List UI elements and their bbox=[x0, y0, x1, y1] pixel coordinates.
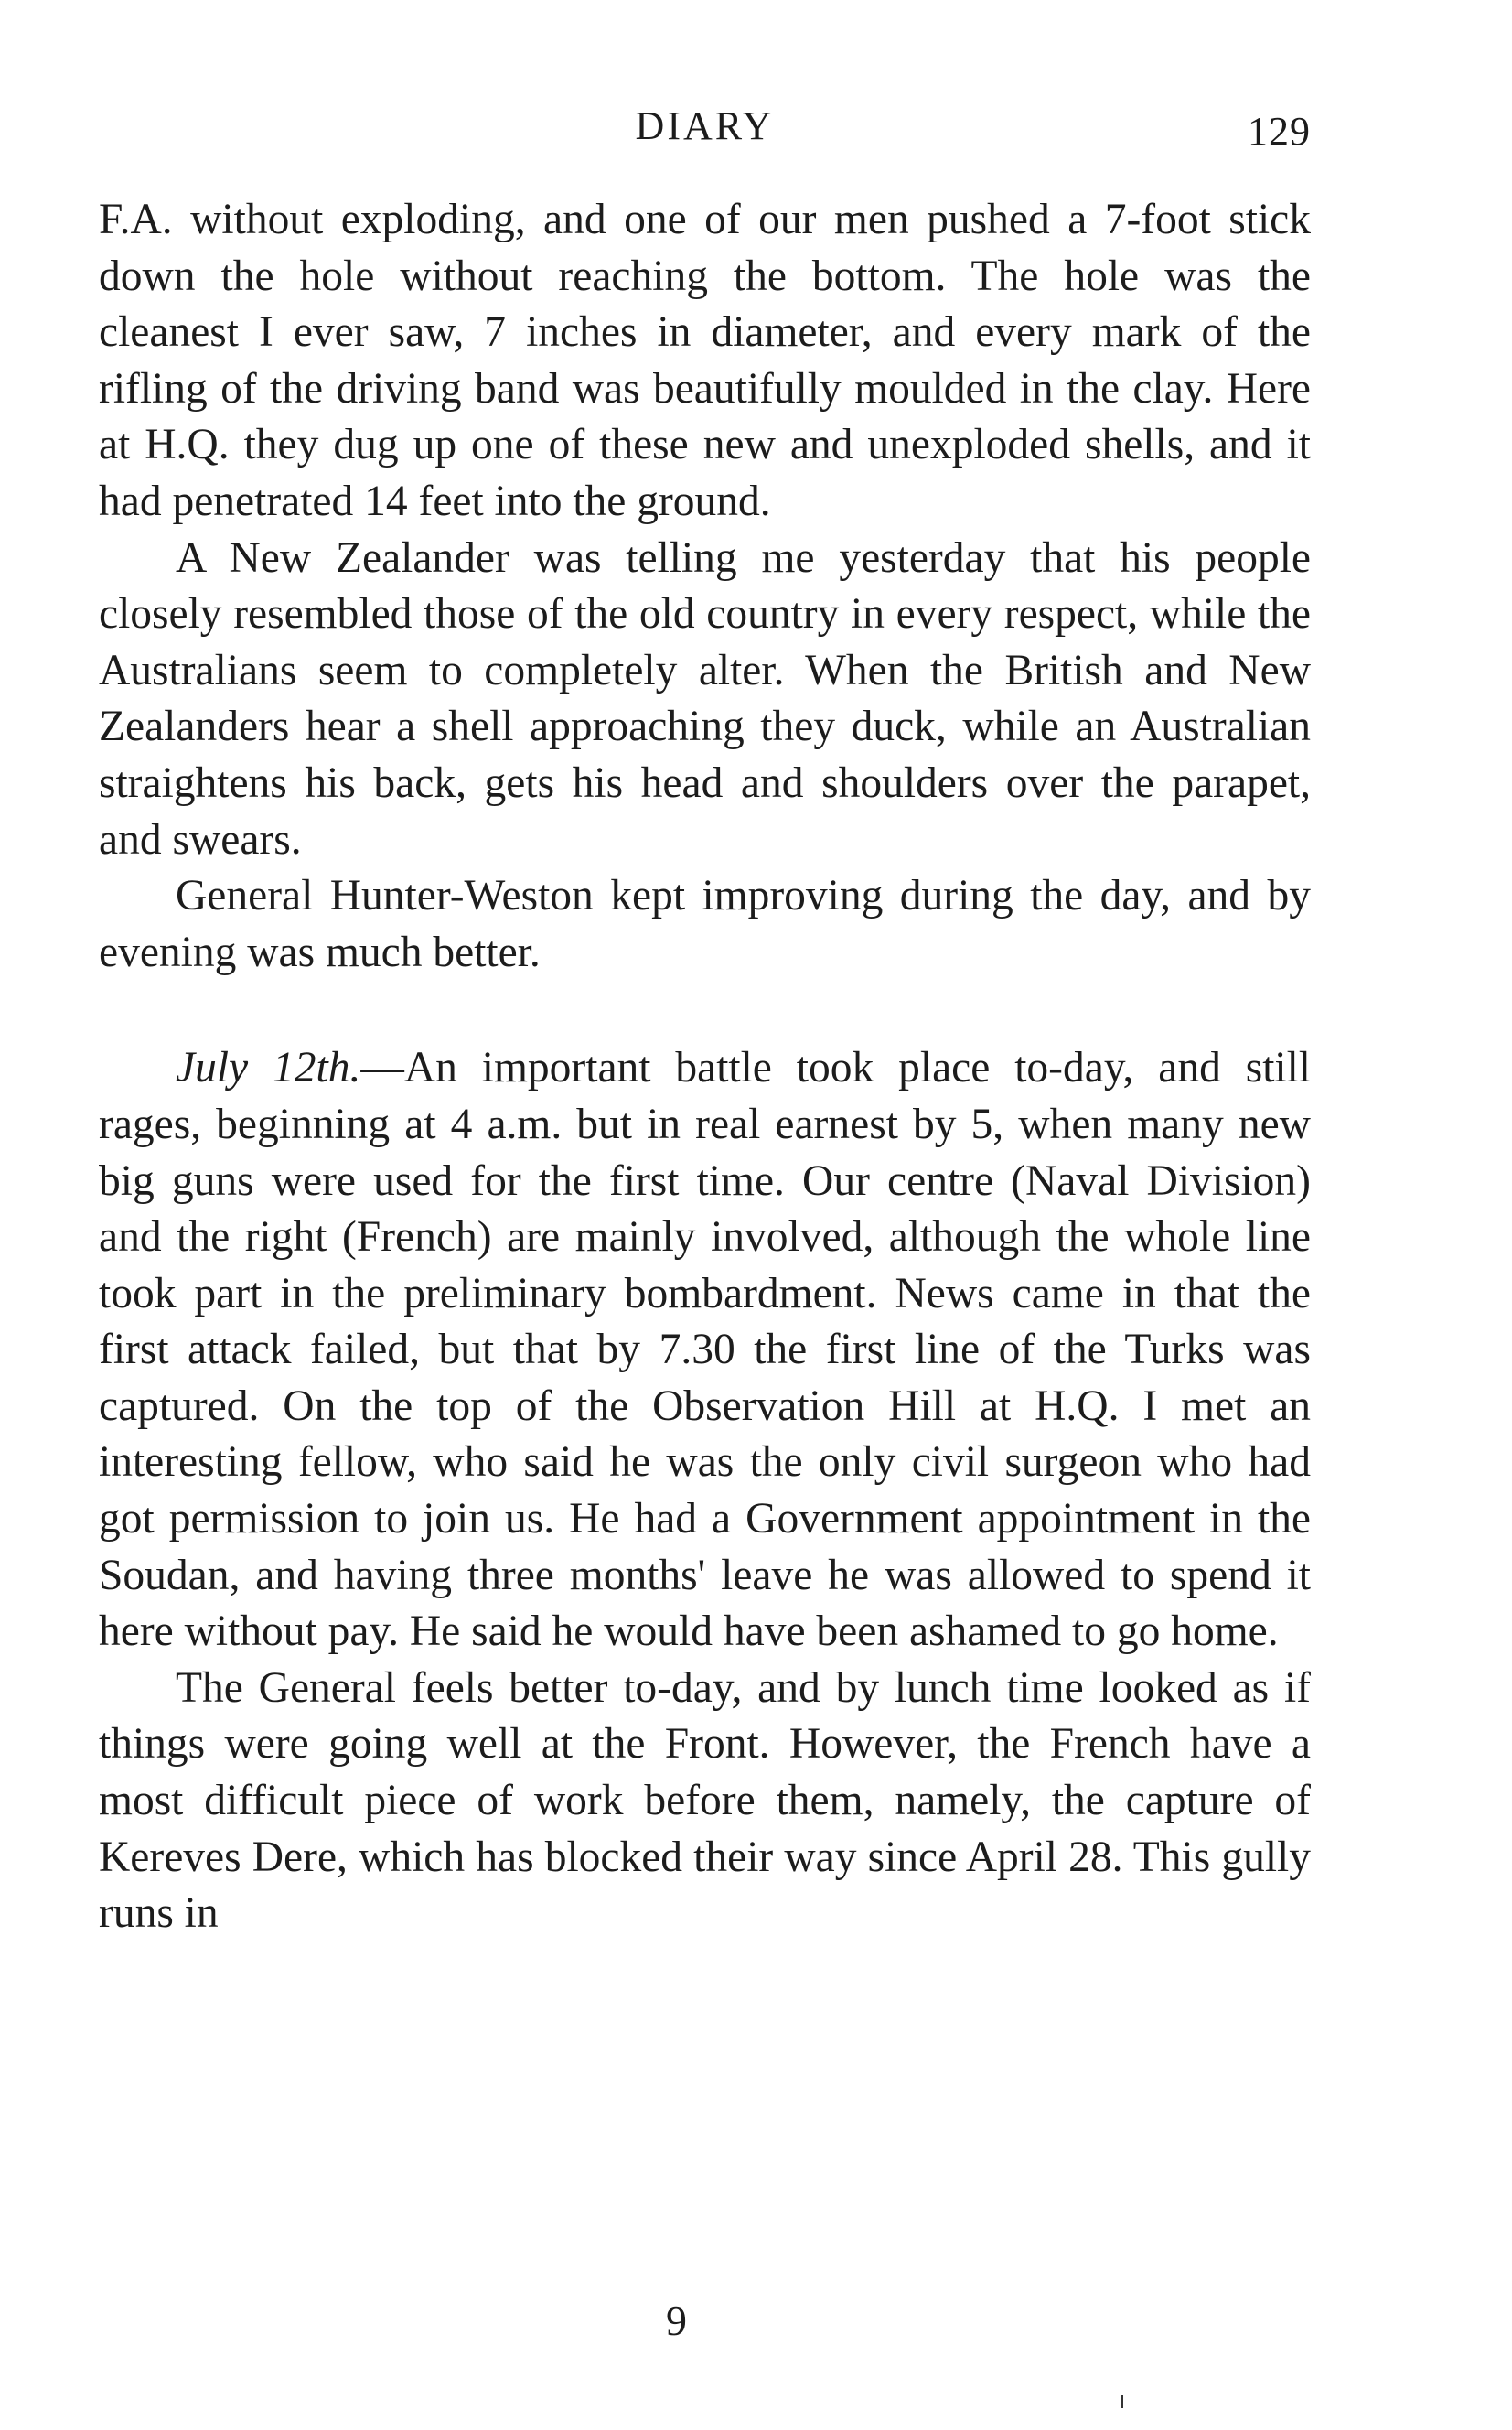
entry-text: —An important battle took place to-day, and still rages, beginning at 4 a.m. but in real earnest by 5, when many new big guns were used for the first time. Our centre (Naval Division) and the right (French) are mainly involved, although the whole line took part in the preliminary bombardment. News came in that the first attack failed, but that by 7.30 the first line of the Turks was captured. On the top of the Observation Hill at H.Q. I met an interesting fellow, who said he was the only civil surgeon who had got permission to join us. He had a Government appointment in the Soudan, and having three months' leave he was allowed to spend it here without pay. He said he would have been ashamed to go home. bbox=[99, 1044, 1312, 1656]
running-head bbox=[99, 102, 1311, 157]
stray-ink-mark bbox=[1121, 2395, 1123, 2408]
paragraph-general-improving: General Hunter-Weston kept improving during the day, and by evening was much better. bbox=[99, 872, 1311, 976]
diary-entry-july-12 bbox=[99, 1040, 1311, 1661]
body-text bbox=[99, 192, 1311, 1942]
signature-mark: 9 bbox=[666, 2297, 689, 2344]
running-title: DIARY bbox=[635, 103, 775, 148]
paragraph-general-feels-better: The General feels better to-day, and by lunch time looked as if things were going well at the Front. However, the French have a most difficult piece of work before them, namely, the capture of Kereves Dere, which has blocked their way since April 28. This gully runs in bbox=[99, 1663, 1311, 1938]
paragraph-new-zealander: A New Zealander was telling me yesterday that his people closely resembled those of the old country in every respect, while the Australians seem to completely alter. When the British and New Zealanders hear a shell approaching they duck, while an Australian straightens his back, gets his head and shoulders over the parapet, and swears. bbox=[99, 533, 1311, 864]
entry-date: July 12th. bbox=[176, 1044, 361, 1092]
page-number: 129 bbox=[1248, 109, 1311, 154]
paragraph-shell-hole: F.A. without exploding, and one of our men pushed a 7-foot stick down the hole without reaching the bottom. The hole was the cleanest I ever saw, 7 inches in diameter, and every mark of the rifling of the driving band was beautifully moulded in the clay. Here at H.Q. they dug up one of these new and unexploded shells, and it had penetrated 14 feet into the ground. bbox=[99, 196, 1311, 525]
